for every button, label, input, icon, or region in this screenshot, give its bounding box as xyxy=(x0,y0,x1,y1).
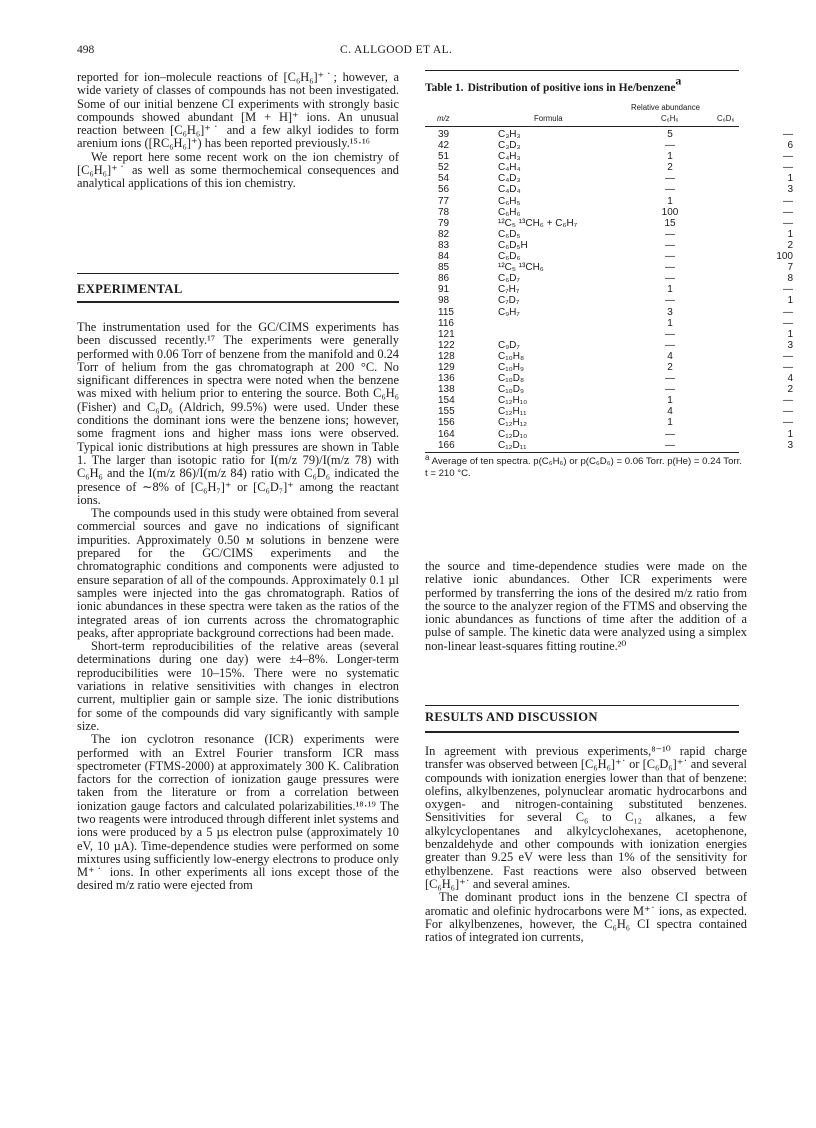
cell-mz: 129 xyxy=(438,361,455,373)
cell-formula: C₁₂D₁₀ xyxy=(498,428,528,440)
cell-c6h6: 1 xyxy=(667,284,673,296)
table-row xyxy=(436,362,798,373)
right-column-top xyxy=(425,560,747,653)
cell-c6d6: 100 xyxy=(776,251,793,263)
cell-c6h6: — xyxy=(665,239,675,251)
cell-mz: 39 xyxy=(438,129,450,140)
cell-c6d6: — xyxy=(783,417,793,429)
table-row xyxy=(436,329,798,340)
cell-formula: C₆D₅H xyxy=(498,239,528,251)
cell-c6d6: — xyxy=(783,151,793,163)
table-label: Table 1. xyxy=(425,82,464,94)
cell-c6d6: 1 xyxy=(787,228,793,240)
table-caption-mark: a xyxy=(675,75,682,88)
table-row xyxy=(436,318,798,329)
table-body xyxy=(436,129,798,451)
table-row xyxy=(436,373,798,384)
intro-paragraph-1: reported for ion–molecule reactions of [C₆H₆]⁺˙; however, a wide variety of classes of compounds has not been investigated. Some of our initial benzene CI experiments with strongly basic compounds showed abundant [M + H]⁺ ions. An unusual reaction between [C₆H₆]⁺˙ and a few alkyl iodides to form arenium ions ([RC₆H₆]⁺) has been reported previously.¹⁵·¹⁶ xyxy=(77,70,399,151)
cell-c6d6: 1 xyxy=(787,173,793,185)
cell-c6h6: — xyxy=(665,339,675,351)
table-row xyxy=(436,196,798,207)
cell-c6d6: 7 xyxy=(787,262,793,274)
experimental-text xyxy=(77,321,399,893)
cell-c6h6: — xyxy=(665,184,675,196)
experimental-paragraph-5: the source and time-dependence studies were made on the relative ionic abundances. Other ICR experiments were performed by transferring the ions of the desired m/z ratio from the source to the analyzer region of the FTMS and observing the ionic abundances as functions of time after the addition of a pulse of sample. The kinetic data were analyzed using a simplex non-linear least-squares fitting routine.²⁰ xyxy=(425,559,747,653)
cell-formula: C₄H₄ xyxy=(498,162,521,174)
cell-mz: 85 xyxy=(438,262,450,274)
cell-mz: 122 xyxy=(438,339,455,351)
table-row xyxy=(436,395,798,406)
table-row xyxy=(436,440,798,451)
cell-mz: 121 xyxy=(438,328,455,340)
intro-paragraph-2: We report here some recent work on the ion chemistry of [C₆H₆]⁺˙ as well as some thermochemical consequences and analytical applications of this ion chemistry. xyxy=(77,149,399,191)
cell-c6h6: 1 xyxy=(667,195,673,207)
cell-c6h6: — xyxy=(665,228,675,240)
cell-c6d6: — xyxy=(783,217,793,229)
table-group-header: Relative abundance xyxy=(631,103,700,112)
cell-mz: 83 xyxy=(438,239,450,251)
results-heading: RESULTS AND DISCUSSION xyxy=(425,710,598,724)
cell-c6h6: — xyxy=(665,140,675,152)
table-row xyxy=(436,151,798,162)
table-top-rule xyxy=(425,70,739,71)
col-header-c6h6: C₆H₆ xyxy=(661,114,679,123)
cell-c6h6: — xyxy=(665,251,675,263)
cell-c6d6: — xyxy=(783,406,793,418)
table-row xyxy=(436,417,798,428)
table-row xyxy=(436,351,798,362)
cell-formula: C₇H₇ xyxy=(498,284,520,296)
cell-mz: 54 xyxy=(438,173,450,185)
col-header-mz: m/z xyxy=(437,114,450,123)
cell-c6d6: 1 xyxy=(787,428,793,440)
footnote-mark: a xyxy=(425,452,430,462)
cell-c6d6: 1 xyxy=(787,328,793,340)
cell-formula: C₁₂H₁₁ xyxy=(498,406,527,418)
cell-formula: C₁₀D₉ xyxy=(498,384,524,396)
cell-mz: 82 xyxy=(438,228,450,240)
table-row xyxy=(436,262,798,273)
left-column xyxy=(77,71,399,191)
cell-formula xyxy=(498,318,645,329)
results-paragraph-1: In agreement with previous experiments,⁸⁻¹⁰ rapid charge transfer was observed between [C₆H₆]⁺˙ or [C₆D₆]⁺˙ and several compounds with ionization energies lower than that of benzene: olefins, alkylbenzenes, polynuclear aromatic hydrocarbons and oxygen- and nitrogen-containing substituted benzenes. Sensitivities for several C₆ to C₁₂ alkanes, a few alkylcyclopentanes and alkylcyclohexanes, acetophenone, benzaldehyde and other compounds with ionization energies greater than 9.25 eV were less than 1% of the sensitivity for ethylbenzene. Fast reactions were also observed between [C₆H₆]⁺˙ and several amines. xyxy=(425,744,747,891)
cell-formula: C₆D₆ xyxy=(498,251,521,263)
cell-formula xyxy=(498,329,645,340)
cell-mz: 52 xyxy=(438,162,450,174)
table-row xyxy=(436,207,798,218)
cell-mz: 86 xyxy=(438,273,450,285)
ion-distribution-table xyxy=(436,129,798,451)
cell-c6d6: 6 xyxy=(787,140,793,152)
cell-mz: 42 xyxy=(438,140,450,152)
cell-c6d6: — xyxy=(783,306,793,318)
table-row xyxy=(436,140,798,151)
col-header-formula: Formula xyxy=(534,114,563,123)
table-row xyxy=(436,229,798,240)
cell-mz: 91 xyxy=(438,284,450,296)
table-footnote xyxy=(425,452,747,479)
experimental-heading: EXPERIMENTAL xyxy=(77,282,183,296)
cell-formula: C₁₀H₉ xyxy=(498,361,524,373)
cell-c6h6: 1 xyxy=(667,417,673,429)
cell-mz: 78 xyxy=(438,206,450,218)
cell-formula: C₄D₄ xyxy=(498,184,521,196)
cell-mz: 154 xyxy=(438,395,455,407)
cell-c6h6: — xyxy=(665,273,675,285)
table-row xyxy=(436,384,798,395)
cell-formula: ¹²C₅ ¹³CH₆ + C₆H₇ xyxy=(498,217,578,229)
cell-c6h6: 4 xyxy=(667,406,673,418)
cell-c6h6: — xyxy=(665,173,675,185)
cell-c6h6: 3 xyxy=(667,306,673,318)
cell-c6d6: — xyxy=(783,361,793,373)
cell-c6d6: 2 xyxy=(787,239,793,251)
cell-c6d6: 4 xyxy=(787,373,793,385)
cell-formula: C₆H₅ xyxy=(498,195,521,207)
cell-c6d6: — xyxy=(783,206,793,218)
cell-formula: C₄H₃ xyxy=(498,151,521,163)
page-number: 498 xyxy=(77,44,95,56)
experimental-paragraph-3: Short-term reproducibilities of the relative areas (several determinations during one day) were ±4–8%. Longer-term reproducibilities were 10–15%. There were no systematic variations in relative sensitivities with changes in electron current, multiplier gain or sample size. The ionic distributions for some of the compounds did vary significantly with sample size. xyxy=(77,639,399,733)
cell-mz: 51 xyxy=(438,151,450,163)
results-paragraph-2: The dominant product ions in the benzene CI spectra of aromatic and olefinic hydrocarbons were M⁺˙ ions, as expected. For alkylbenzenes, however, the C₆H₆ CI spectra contained ratios of integrated ion currents, xyxy=(425,890,747,945)
table-row xyxy=(436,340,798,351)
cell-c6h6: 15 xyxy=(664,217,676,229)
cell-mz: 155 xyxy=(438,406,455,418)
col-header-c6d6: C₆D₆ xyxy=(717,114,735,123)
table-row xyxy=(436,307,798,318)
cell-c6h6: 4 xyxy=(667,350,673,362)
cell-formula: C₁₂D₁₁ xyxy=(498,439,527,451)
cell-formula: C₃H₃ xyxy=(498,129,521,140)
section-rule xyxy=(77,301,399,303)
cell-c6h6: 5 xyxy=(667,129,673,140)
table-row xyxy=(436,284,798,295)
cell-c6h6: — xyxy=(665,373,675,385)
cell-c6d6: — xyxy=(783,395,793,407)
cell-c6d6: 3 xyxy=(787,339,793,351)
cell-c6d6: 8 xyxy=(787,273,793,285)
cell-formula: C₄D₃ xyxy=(498,173,521,185)
cell-c6h6: 2 xyxy=(667,361,673,373)
table-row xyxy=(436,184,798,195)
running-head: C. ALLGOOD ET AL. xyxy=(340,44,453,56)
table-row xyxy=(436,406,798,417)
cell-c6h6: 1 xyxy=(667,317,673,329)
cell-mz: 136 xyxy=(438,373,455,385)
cell-c6h6: 1 xyxy=(667,151,673,163)
cell-mz: 77 xyxy=(438,195,450,207)
cell-mz: 164 xyxy=(438,428,455,440)
cell-c6h6: 1 xyxy=(667,395,673,407)
cell-formula: C₁₀D₈ xyxy=(498,373,525,385)
cell-mz: 166 xyxy=(438,439,455,451)
cell-formula: C₉H₇ xyxy=(498,306,520,318)
cell-c6h6: — xyxy=(665,384,675,396)
cell-c6d6: — xyxy=(783,129,793,140)
cell-c6d6: — xyxy=(783,317,793,329)
table-bottom-rule xyxy=(425,452,739,453)
cell-c6h6: 2 xyxy=(667,162,673,174)
cell-mz: 56 xyxy=(438,184,450,196)
cell-c6h6: 100 xyxy=(661,206,679,218)
cell-formula: C₁₂H₁₂ xyxy=(498,417,527,429)
table-row xyxy=(436,295,798,306)
cell-formula: C₁₂H₁₀ xyxy=(498,395,528,407)
experimental-paragraph-1: The instrumentation used for the GC/CIMS experiments has been discussed recently.¹⁷ The experiments were generally performed with 0.06 Torr of benzene from the manifold and 0.24 Torr of helium from the gas chromatograph at 200 °C. No significant differences in spectra were noted when the benzene was mixed with helium prior to entering the source. Both C₆H₆ (Fisher) and C₆D₆ (Aldrich, 99.5%) were used. Under these conditions the dominant ions were the benzene ions; however, some fragment ions and higher mass ions were observed. Typical ionic distributions at high pressures are shown in Table 1. The larger than isotopic ratio for I(m/z 79)/I(m/z 78) with C₆H₆ and the I(m/z 86)/I(m/z 84) ratio with C₆D₆ indicated the presence of ∼8% of [C₆H₇]⁺ or [C₆D₇]⁺ among the reactant ions. xyxy=(77,320,399,507)
table-row xyxy=(436,273,798,284)
cell-c6d6: — xyxy=(783,350,793,362)
cell-c6d6: — xyxy=(783,284,793,296)
cell-c6h6: — xyxy=(665,295,675,307)
cell-c6h6: — xyxy=(665,428,675,440)
cell-mz: 128 xyxy=(438,350,455,362)
cell-mz: 98 xyxy=(438,295,450,307)
table-caption xyxy=(425,75,739,96)
cell-c6h6: — xyxy=(665,262,675,274)
cell-c6d6: 1 xyxy=(787,295,793,307)
cell-c6h6: — xyxy=(665,439,675,451)
table-row xyxy=(436,251,798,262)
table-header-rule xyxy=(425,126,739,127)
cell-mz: 116 xyxy=(438,317,454,329)
cell-formula: ¹²C₅ ¹³CH₆ xyxy=(498,262,544,274)
cell-c6h6: — xyxy=(665,328,675,340)
cell-c6d6: 2 xyxy=(787,384,793,396)
cell-formula: C₉D₇ xyxy=(498,339,520,351)
experimental-paragraph-2: The compounds used in this study were obtained from several commercial sources and gave no indications of significant impurities. Approximately 0.50 ᴍ solutions in benzene were prepared for the GC/CIMS experiments and the chromatographic conditions and components were adjusted to ensure separation of all of the compounds. Approximately 0.1 µl samples were injected into the gas chromatograph. Ratios of ionic abundances in these spectra were taken as the ratios of the integrated areas of ion currents across the chromatographic peaks, after appropriate background corrections had been made. xyxy=(77,506,399,640)
cell-mz: 115 xyxy=(438,306,454,318)
cell-c6d6: — xyxy=(783,162,793,174)
table-row xyxy=(436,240,798,251)
cell-formula: C₆D₇ xyxy=(498,273,520,285)
cell-formula: C₆H₆ xyxy=(498,206,521,218)
cell-formula: C₇D₇ xyxy=(498,295,520,307)
cell-c6d6: 3 xyxy=(787,439,793,451)
section-rule xyxy=(77,273,399,274)
cell-mz: 79 xyxy=(438,217,450,229)
table-title: Distribution of positive ions in He/benzene xyxy=(467,82,676,94)
section-rule xyxy=(425,731,739,733)
cell-mz: 156 xyxy=(438,417,455,429)
cell-formula: C₆D₅ xyxy=(498,228,521,240)
cell-c6d6: — xyxy=(783,195,793,207)
table-row xyxy=(436,173,798,184)
table-row xyxy=(436,429,798,440)
results-text xyxy=(425,745,747,944)
cell-mz: 84 xyxy=(438,251,450,263)
cell-c6d6: 3 xyxy=(787,184,793,196)
cell-formula: C₃D₃ xyxy=(498,140,521,152)
table-row xyxy=(436,218,798,229)
cell-mz: 138 xyxy=(438,384,455,396)
footnote-text: Average of ten spectra. p(C₆H₆) or p(C₆D₆) = 0.06 Torr. p(He) = 0.24 Torr. t = 210 °C. xyxy=(425,456,742,479)
cell-formula: C₁₀H₈ xyxy=(498,350,525,362)
section-rule xyxy=(425,705,739,706)
table-row xyxy=(436,129,798,140)
table-row xyxy=(436,162,798,173)
experimental-paragraph-4: The ion cyclotron resonance (ICR) experiments were performed with an Extrel Fourier transform ICR mass spectrometer (FTMS-2000) at approximately 300 K. Calibration factors for the correction of ionization gauge pressures were taken from the literature or from a correlation between ionization gauge factors and calculated polarizabilities.¹⁸·¹⁹ The two reagents were introduced through different inlet systems and ions were produced by a 5 µs electron pulse (approximately 10 eV, 10 µA). Time-dependence studies were performed on some mixtures using sufficiently low-energy electrons to produce only M⁺˙ ions. In other experiments all ions except those of the desired m/z ratio were ejected from xyxy=(77,732,399,893)
